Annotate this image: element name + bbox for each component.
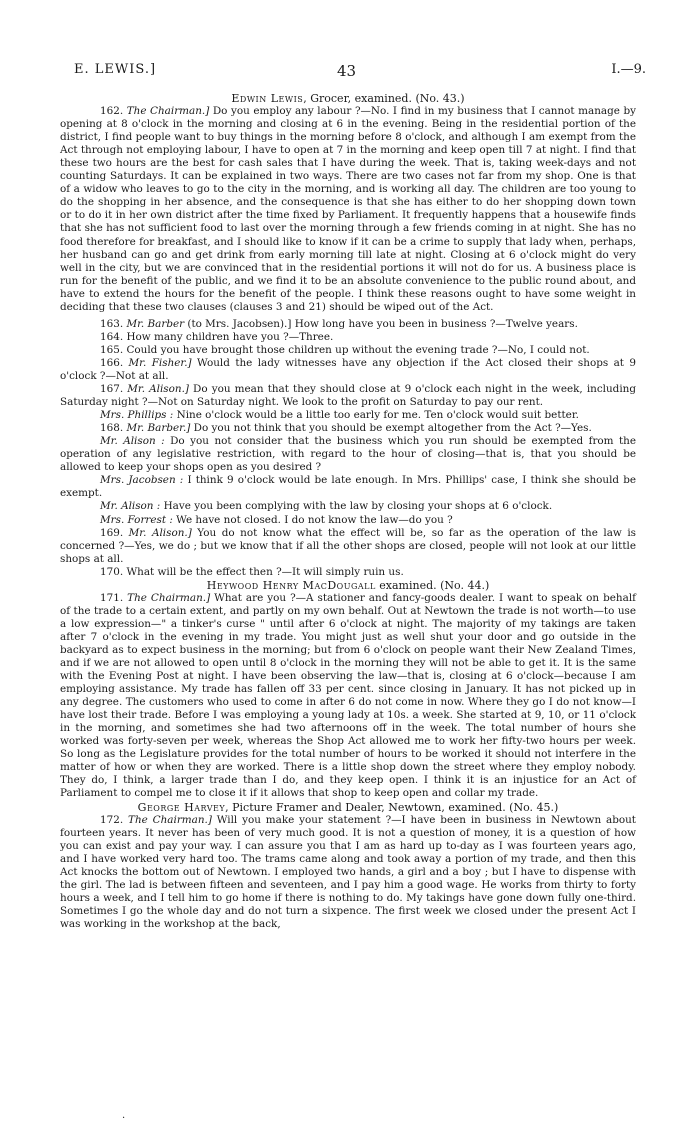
question-number: 170. bbox=[100, 565, 124, 578]
speaker-label: Mrs. Jacobsen : bbox=[100, 474, 184, 487]
testimony-paragraph bbox=[60, 527, 636, 566]
testimony-paragraph bbox=[60, 566, 636, 579]
speaker-label: Mr. Alison.] bbox=[128, 526, 192, 539]
speaker-label: Mr. Fisher.] bbox=[128, 356, 192, 369]
testimony-paragraph bbox=[60, 318, 636, 331]
witness-heading bbox=[60, 92, 636, 105]
witness-heading-rest: , Picture Framer and Dealer, Newtown, examined. (No. 45.) bbox=[225, 800, 559, 814]
witness-name: Edwin Lewis bbox=[231, 92, 304, 105]
witness-heading bbox=[60, 801, 636, 814]
speaker-label: Mrs. Phillips : bbox=[100, 409, 174, 422]
testimony-paragraph bbox=[60, 344, 636, 357]
testimony-paragraph bbox=[60, 514, 636, 527]
speaker-label: Mr. Barber bbox=[126, 317, 185, 330]
question-number: 162. bbox=[100, 105, 124, 118]
speaker-label: Mr. Alison : bbox=[100, 500, 161, 513]
testimony-paragraph bbox=[60, 592, 636, 801]
testimony-text: Would the lady witnesses have any objection if the Act closed their shops at 9 o'clock ?—Not at all. bbox=[60, 356, 636, 382]
witness-name: George Harvey bbox=[137, 800, 226, 814]
testimony-text: Do you not consider that the business which you run should be exempted from the operation of any legislative restriction, with regard to the hour of closing—that is, that you should be allowed to keep your shops open as you desired ? bbox=[60, 435, 637, 474]
running-header-left: E. LEWIS.] bbox=[74, 62, 157, 77]
question-number: 166. bbox=[100, 356, 124, 369]
testimony-text: Do you employ any labour ?—No. I find in my business that I cannot manage by opening at 8 o'clock in the morning and closing at 6 in the evening. Being in the residential portion of the district, I find people want to buy things in the morning before 8 o'clock, and although I am exempt from the Act through not employing labour, I have to open at 7 in the morning and keep open till 7 at night. I find that these two hours are the best for cash sales that I have during the week. That is, taking week-days and not counting Saturdays. It can be explained in two ways. There are two cases not far from my shop. One is that of a widow who leaves to go to the city in the morning, and is working all day. The children are too young to do the shopping in her absence, and the consequence is that she has either to do her shopping down town or to do it in her own district after the time fixed by Parliament. It frequently happens that a housewife finds that she has not sufficient food to last over the morning through a few friends coming in at night. She has no food therefore for breakfast, and I should like to know if it can be a crime to supply that lady when, perhaps, her husband can go and get drink from early morning till late at night. Closing at 6 o'clock might do very well in the city, but we are convinced that in the residential portions it will not do for us. A business place is run for the benefit of the public, and we find it to be an absolute convenience to the public round about, and have to extend the hours for the benefit of the people. I think these reasons ought to have some weight in deciding that these two clauses (clauses 3 and 21) should be wiped out of the Act. bbox=[60, 105, 636, 313]
testimony-text: Do you not think that you should be exempt altogether from the Act ?—Yes. bbox=[190, 422, 592, 435]
question-number: 172. bbox=[100, 813, 124, 826]
testimony-text: What are you ?—A stationer and fancy-goods dealer. I want to speak on behalf of the trade to a certain extent, and partly on my own behalf. Out at Newtown the trade is not worth—to use a low expression—" a tinker's curse " until after 6 o'clock at night. The majority of my takings are taken after 7 o'clock in the evening in my trade. You might just as well shut your door and go outside in the backyard as to expect business in the morning; but from 6 o'clock on people want their New Zealand Times, and if we are not allowed to open until 8 o'clock in the morning they will not be able to get it. It is the same with the Evening Post at night. I have been observing the law—that is, closing at 6 o'clock—because I am employing assistance. My trade has fallen off 33 per cent. since closing in January. It has not picked up in any degree. The customers who used to come in after 6 do not come in now. Where they go I do not know—I have lost their trade. Before I was employing a young lady at 10s. a week. She started at 9, 10, or 11 o'clock in the morning, and sometimes she had two afternoons off in the week. The total number of hours she worked was forty-seven per week, whereas the Shop Act allowed me to work her fifty-two hours per week. So long as the Legislature provides for the total number of hours to be worked it should not interfere in the matter of how or when they are worked. There is a little shop down the street where they employ nobody. They do, I think, a larger trade than I do, and they keep open. I think it is an injustice for an Act of Parliament to compel me to close it if it allows that shop to keep open and collar my trade. bbox=[60, 591, 636, 800]
testimony-paragraph bbox=[60, 500, 636, 513]
testimony-text: (to Mrs. Jacobsen).] How long have you been in business ?—Twelve years. bbox=[184, 317, 578, 330]
testimony-text: Will you make your statement ?—I have been in business in Newtown about fourteen years. It never has been of very much good. It is not a question of money, it is a question of how you can exist and pay your way. I can assure you that I am as hard up to-day as I was fourteen years ago, and I have worked very hard too. The trams came along and took away a portion of my trade, and then this Act knocks the bottom out of Newtown. I employed two hands, a girl and a boy ; but I have to dispense with the girl. The lad is between fifteen and seventeen, and I pay him a good wage. He works from thirty to forty hours a week, and I tell him to go home if there is nothing to do. My takings have gone down fully one-third. Sometimes I go the whole day and do not turn a sixpence. The first week we closed under the present Act I was working in the workshop at the back, bbox=[60, 813, 636, 930]
testimony-text: Do you mean that they should close at 9 o'clock each night in the week, including Saturday night ?—Not on Saturday night. We look to the profit on Saturday to pay our rent. bbox=[60, 383, 637, 409]
speaker-label: Mr. Barber.] bbox=[126, 422, 191, 435]
testimony-text: We have not closed. I do not know the law—do you ? bbox=[172, 513, 453, 526]
question-number: 163. bbox=[100, 317, 124, 330]
question-number: 167. bbox=[100, 383, 124, 396]
witness-name: Heywood Henry MacDougall bbox=[206, 578, 376, 592]
question-number: 164. bbox=[100, 330, 124, 343]
testimony-text: I think 9 o'clock would be late enough. In Mrs. Phillips' case, I think she should be exempt. bbox=[60, 474, 637, 500]
testimony-paragraph bbox=[60, 383, 636, 409]
question-number: 169. bbox=[100, 526, 124, 539]
speaker-label: The Chairman.] bbox=[127, 591, 211, 604]
testimony-paragraph bbox=[60, 409, 636, 422]
speaker-label: The Chairman.] bbox=[128, 813, 212, 826]
question-number: 165. bbox=[100, 343, 124, 356]
testimony-paragraph bbox=[60, 331, 636, 344]
speaker-label: Mrs. Forrest : bbox=[100, 513, 173, 526]
question-number: 171. bbox=[100, 591, 124, 604]
testimony-paragraph bbox=[60, 357, 636, 383]
testimony-text: Have you been complying with the law by closing your shops at 6 o'clock. bbox=[160, 500, 553, 513]
speaker-label: Mr. Alison : bbox=[100, 435, 165, 448]
footer-mark: . bbox=[122, 1110, 126, 1121]
question-number: 168. bbox=[100, 422, 124, 435]
testimony-text: Could you have brought those children up without the evening trade ?—No, I could not. bbox=[126, 343, 590, 356]
testimony-text: Nine o'clock would be a little too early for me. Ten o'clock would suit better. bbox=[173, 409, 579, 422]
page-number: 43 bbox=[337, 62, 357, 80]
witness-heading-rest: , Grocer, examined. (No. 43.) bbox=[303, 92, 465, 105]
testimony-paragraph bbox=[60, 474, 636, 500]
testimony-text: What will be the effect then ?—It will simply ruin us. bbox=[126, 565, 404, 578]
running-header-right: I.—9. bbox=[611, 62, 646, 77]
testimony-text: How many children have you ?—Three. bbox=[126, 330, 334, 343]
speaker-label: Mr. Alison.] bbox=[127, 383, 189, 396]
testimony-text: You do not know what the effect will be, so far as the operation of the law is concerned ?—Yes, we do ; but we know that if all the other shops are closed, people will not look at our little shops at all. bbox=[60, 526, 636, 565]
testimony-paragraph bbox=[60, 105, 636, 314]
testimony-paragraph bbox=[60, 435, 636, 474]
speaker-label: The Chairman.] bbox=[126, 105, 210, 118]
witness-heading-rest: examined. (No. 44.) bbox=[375, 578, 490, 592]
witness-heading bbox=[60, 579, 636, 592]
testimony-paragraph bbox=[60, 814, 636, 931]
testimony-paragraph bbox=[60, 422, 636, 435]
document-body bbox=[60, 92, 636, 931]
